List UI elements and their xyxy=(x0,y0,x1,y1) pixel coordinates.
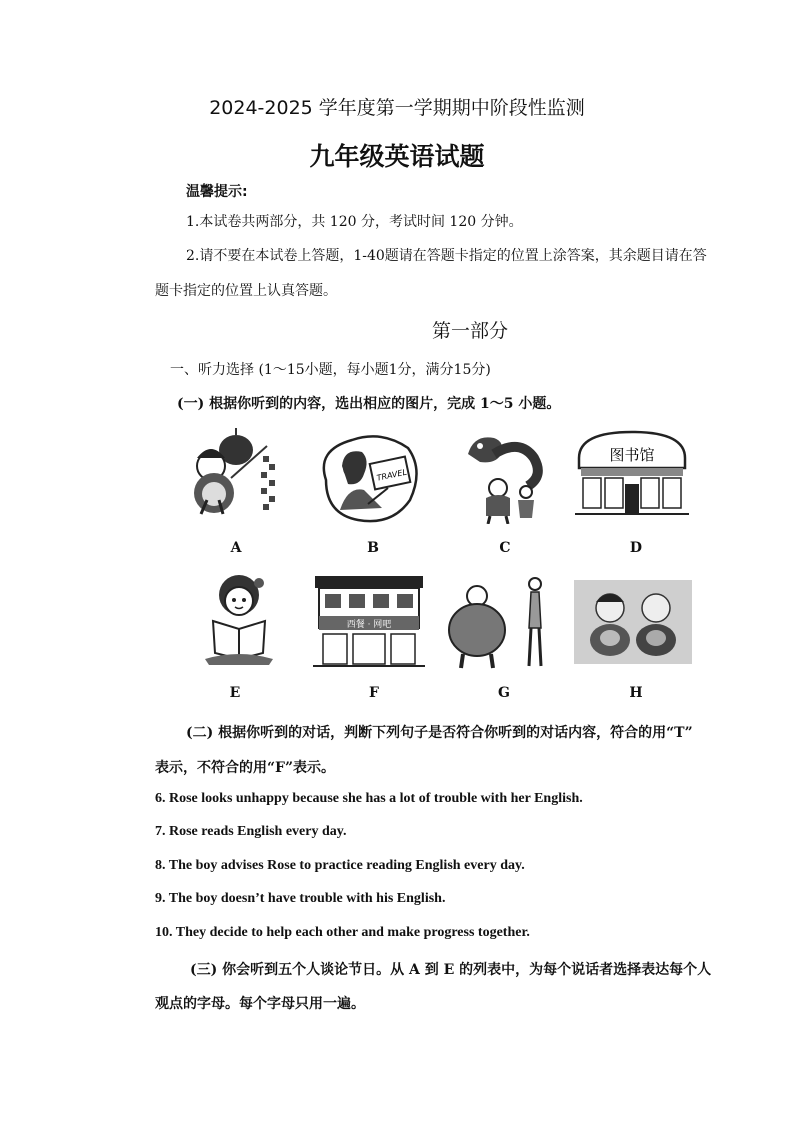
picture-label-d: D xyxy=(629,540,643,556)
picture-f xyxy=(313,572,425,668)
picture-label-h: H xyxy=(629,685,643,701)
statement-6: 6. Rose looks unhappy because she has a lot of trouble with her English. xyxy=(155,791,583,806)
tip-line-2b: 题卡指定的位置上认真答题。 xyxy=(155,283,337,299)
fat-and-thin-men-icon xyxy=(445,576,557,670)
svg-text:西餐 · 网吧: 西餐 · 网吧 xyxy=(346,620,392,630)
picture-g xyxy=(445,576,557,672)
tip-line-1: 1.本试卷共两部分，共 120 分，考试时间 120 分钟。 xyxy=(186,214,523,230)
statement-10: 10. They decide to help each other and make progress together. xyxy=(155,925,530,940)
svg-text:TRAVEL: TRAVEL xyxy=(375,467,408,483)
dragon-dance-icon xyxy=(450,428,562,524)
woman-travel-planning-icon xyxy=(312,430,424,526)
tips-heading: 温馨提示: xyxy=(186,184,248,200)
subsection-one: (一) 根据你听到的内容，选出相应的图片，完成 1～5 小题。 xyxy=(177,396,561,412)
picture-label-f: F xyxy=(369,685,379,701)
clay-figurines-icon xyxy=(574,580,692,664)
part-one-title: 第一部分 xyxy=(431,320,508,342)
picture-b xyxy=(312,430,424,526)
picture-label-e: E xyxy=(229,685,241,701)
picture-label-b: B xyxy=(367,540,379,556)
picture-label-a: A xyxy=(230,540,242,556)
statement-9: 9. The boy doesn’t have trouble with his English. xyxy=(155,891,446,906)
picture-e xyxy=(183,573,295,669)
restaurant-building-icon xyxy=(313,572,425,670)
picture-label-c: C xyxy=(499,540,511,556)
subsection-three-line1: (三) 你会听到五个人谈论节日。从 A 到 E 的列表中，为每个说话者选择表达每个人 xyxy=(190,962,712,978)
picture-a xyxy=(181,428,293,524)
picture-h xyxy=(574,580,692,664)
girl-reading-book-icon xyxy=(183,573,295,669)
library-building-icon xyxy=(575,428,689,524)
statement-8: 8. The boy advises Rose to practice reading English every day. xyxy=(155,858,525,873)
subsection-two-line1: (二) 根据你听到的对话，判断下列句子是否符合你听到的对话内容，符合的用“T” xyxy=(186,725,693,741)
svg-text:图书馆: 图书馆 xyxy=(609,446,655,464)
tip-line-2a: 2.请不要在本试卷上答题，1-40题请在答题卡指定的位置上涂答案，其余题目请在答 xyxy=(186,248,707,264)
picture-d xyxy=(575,428,687,524)
subsection-three-line2: 观点的字母。每个字母只用一遍。 xyxy=(155,996,365,1012)
subsection-two-line2: 表示，不符合的用“F”表示。 xyxy=(155,760,336,776)
exam-title: 2024-2025 学年度第一学期期中阶段性监测 xyxy=(209,97,585,119)
section-listening-choice: 一、听力选择 (1～15小题，每小题1分，满分15分) xyxy=(170,362,491,378)
picture-label-g: G xyxy=(498,685,510,701)
statement-7: 7. Rose reads English every day. xyxy=(155,824,347,839)
picture-c xyxy=(450,428,562,524)
exam-subtitle: 九年级英语试题 xyxy=(309,142,485,171)
girl-lantern-firecrackers-icon xyxy=(181,428,293,524)
